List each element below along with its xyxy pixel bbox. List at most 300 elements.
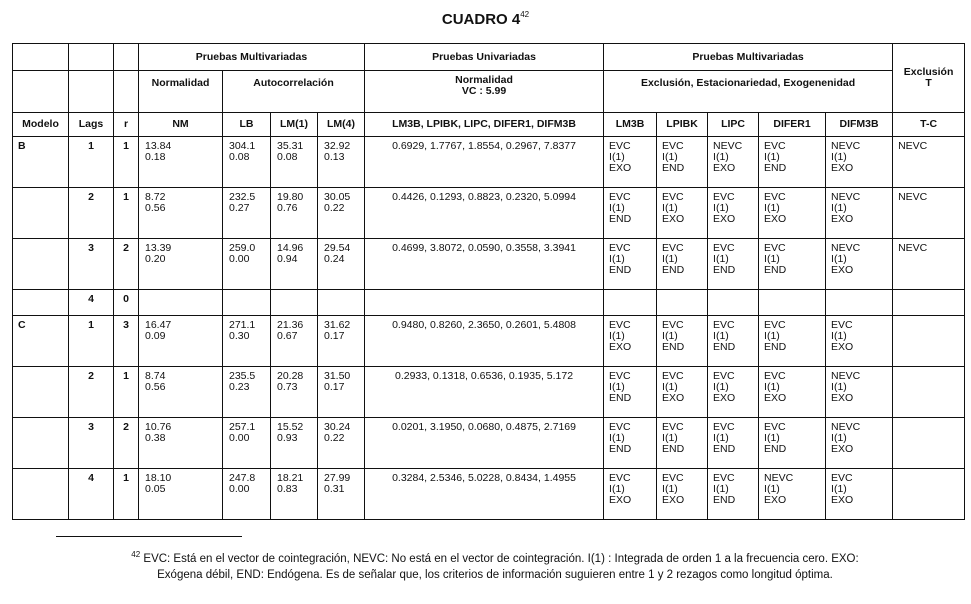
cell-difm3b-line: NEVC bbox=[831, 140, 861, 152]
cell-modelo bbox=[13, 469, 69, 520]
cell-lb-line: 0.00 bbox=[229, 253, 250, 265]
header-uni-normalidad bbox=[365, 71, 604, 113]
cell-lb bbox=[223, 290, 271, 316]
cell-lm1-line: 0.83 bbox=[277, 483, 298, 495]
cell-modelo: B bbox=[13, 137, 69, 188]
cell-lm1-line: 0.67 bbox=[277, 330, 298, 342]
cell-difm3b bbox=[826, 418, 893, 469]
cell-lipc-line: EVC bbox=[713, 421, 735, 433]
cell-difer1 bbox=[759, 469, 826, 520]
cell-lipc-line: EVC bbox=[713, 191, 735, 203]
cell-lm1 bbox=[271, 188, 318, 239]
cell-lb bbox=[223, 418, 271, 469]
cell-lm3b-line: I(1) bbox=[609, 253, 625, 265]
cell-lm3b-line: I(1) bbox=[609, 483, 625, 495]
cell-r: 1 bbox=[114, 469, 139, 520]
header-row-3 bbox=[13, 113, 965, 137]
cell-difer1-line: EXO bbox=[764, 392, 787, 404]
cell-r: 3 bbox=[114, 316, 139, 367]
cell-lpibk bbox=[657, 418, 708, 469]
cell-lpibk-line: EVC bbox=[662, 319, 684, 331]
cell-lpibk-line: END bbox=[662, 443, 685, 455]
cell-lpibk bbox=[657, 469, 708, 520]
cell-lipc-line: NEVC bbox=[713, 140, 743, 152]
cell-lm4 bbox=[318, 469, 365, 520]
cell-difm3b-line: NEVC bbox=[831, 370, 861, 382]
cell-lpibk-line: I(1) bbox=[662, 483, 678, 495]
cell-tc: NEVC bbox=[893, 137, 965, 188]
cell-lm4-line: 30.24 bbox=[324, 421, 351, 433]
cell-lpibk-line: I(1) bbox=[662, 202, 678, 214]
cell-difm3b bbox=[826, 316, 893, 367]
cell-difer1-line: END bbox=[764, 162, 787, 174]
cell-lipc-line: EXO bbox=[713, 392, 736, 404]
cell-difer1-line: I(1) bbox=[764, 253, 780, 265]
cell-r: 1 bbox=[114, 367, 139, 418]
header-exclusion-line1: Exclusión bbox=[903, 66, 954, 78]
cell-lpibk-line: I(1) bbox=[662, 151, 678, 163]
cell-lipc-line: I(1) bbox=[713, 202, 729, 214]
col-lags: Lags bbox=[69, 113, 114, 137]
header-univariate: Pruebas Univariadas bbox=[365, 44, 604, 71]
cell-lm4-line: 0.17 bbox=[324, 381, 345, 393]
cell-difer1-line: I(1) bbox=[764, 330, 780, 342]
cell-univariate: 0.0201, 3.1950, 0.0680, 0.4875, 2.7169 bbox=[365, 418, 604, 469]
cell-r: 0 bbox=[114, 290, 139, 316]
cell-lpibk-line: EXO bbox=[662, 213, 685, 225]
cell-difer1 bbox=[759, 290, 826, 316]
cell-lb bbox=[223, 316, 271, 367]
cell-lipc-line: I(1) bbox=[713, 432, 729, 444]
header-autocorrelacion: Autocorrelación bbox=[223, 71, 365, 113]
cell-lm1 bbox=[271, 469, 318, 520]
cell-univariate: 0.4426, 0.1293, 0.8823, 0.2320, 5.0994 bbox=[365, 188, 604, 239]
cell-lb bbox=[223, 469, 271, 520]
header-uni-normalidad-line1: Normalidad bbox=[455, 74, 513, 86]
cell-lm3b bbox=[604, 188, 657, 239]
cell-difm3b-line: EXO bbox=[831, 213, 854, 225]
cell-tc: NEVC bbox=[893, 188, 965, 239]
cell-lm1-line: 14.96 bbox=[277, 242, 304, 254]
cell-difm3b-line: NEVC bbox=[831, 191, 861, 203]
cell-lipc-line: END bbox=[713, 341, 736, 353]
header-uni-normalidad-line2: VC : 5.99 bbox=[461, 85, 507, 97]
cell-lipc-line: EVC bbox=[713, 242, 735, 254]
cell-lipc-line: EVC bbox=[713, 472, 735, 484]
cell-lm1-line: 15.52 bbox=[277, 421, 304, 433]
cell-lm4-line: 31.50 bbox=[324, 370, 351, 382]
cell-nm bbox=[139, 418, 223, 469]
cell-tc bbox=[893, 316, 965, 367]
cell-lipc-line: I(1) bbox=[713, 151, 729, 163]
cell-nm-line: 0.05 bbox=[145, 483, 166, 495]
cell-difer1-line: I(1) bbox=[764, 483, 780, 495]
cell-lm4-line: 0.13 bbox=[324, 151, 345, 163]
cell-lipc bbox=[708, 290, 759, 316]
cell-difm3b-line: I(1) bbox=[831, 330, 847, 342]
cell-lm4-line: 0.24 bbox=[324, 253, 345, 265]
cell-lipc bbox=[708, 418, 759, 469]
cell-lm3b-line: END bbox=[609, 264, 632, 276]
cell-lm1-line: 0.08 bbox=[277, 151, 298, 163]
cell-difm3b-line: I(1) bbox=[831, 253, 847, 265]
cell-lm4 bbox=[318, 239, 365, 290]
cell-lb-line: 0.00 bbox=[229, 483, 250, 495]
cell-lipc bbox=[708, 188, 759, 239]
cell-nm-line: 0.38 bbox=[145, 432, 166, 444]
cell-lm4-line: 29.54 bbox=[324, 242, 351, 254]
cell-nm-line: 8.74 bbox=[145, 370, 166, 382]
cell-lpibk-line: I(1) bbox=[662, 330, 678, 342]
col-lpibk: LPIBK bbox=[657, 113, 708, 137]
table-title bbox=[0, 11, 971, 28]
cell-difm3b bbox=[826, 469, 893, 520]
cell-difer1-line: END bbox=[764, 341, 787, 353]
cell-lm3b-line: I(1) bbox=[609, 381, 625, 393]
cell-lm1-line: 21.36 bbox=[277, 319, 304, 331]
header-normalidad: Normalidad bbox=[139, 71, 223, 113]
cell-lm1-line: 0.76 bbox=[277, 202, 298, 214]
cell-lm4 bbox=[318, 188, 365, 239]
cell-difm3b-line: I(1) bbox=[831, 151, 847, 163]
cell-lm3b-line: EVC bbox=[609, 191, 631, 203]
cell-lm4-line: 30.05 bbox=[324, 191, 351, 203]
cell-nm-line: 0.18 bbox=[145, 151, 166, 163]
cell-difm3b-line: EVC bbox=[831, 472, 853, 484]
cell-lm3b-line: EVC bbox=[609, 370, 631, 382]
cell-difer1-line: END bbox=[764, 443, 787, 455]
footnote-text-1: EVC: Está en el vector de cointegración, NEVC: No está en el vector de cointegración. I(1) : Integrada de orden 1 a la frecuencia cero. EXO: bbox=[140, 552, 859, 565]
cell-lipc-line: EXO bbox=[713, 213, 736, 225]
cell-lags: 2 bbox=[69, 188, 114, 239]
cell-lm3b-line: I(1) bbox=[609, 432, 625, 444]
cell-lags: 1 bbox=[69, 316, 114, 367]
cell-lpibk-line: I(1) bbox=[662, 381, 678, 393]
cell-nm bbox=[139, 188, 223, 239]
cell-lipc bbox=[708, 316, 759, 367]
cell-difer1-line: EVC bbox=[764, 191, 786, 203]
cell-difm3b-line: EXO bbox=[831, 341, 854, 353]
cell-lpibk-line: EXO bbox=[662, 494, 685, 506]
cell-difm3b bbox=[826, 290, 893, 316]
header-blank bbox=[114, 71, 139, 113]
results-table bbox=[12, 43, 965, 520]
cell-tc bbox=[893, 367, 965, 418]
cell-lipc bbox=[708, 367, 759, 418]
cell-lm4 bbox=[318, 290, 365, 316]
cell-lags: 3 bbox=[69, 418, 114, 469]
cell-lpibk bbox=[657, 290, 708, 316]
cell-lm1 bbox=[271, 290, 318, 316]
cell-lm4-line: 0.22 bbox=[324, 432, 345, 444]
cell-lm3b-line: EXO bbox=[609, 494, 632, 506]
cell-lm3b-line: I(1) bbox=[609, 330, 625, 342]
cell-lipc-line: I(1) bbox=[713, 483, 729, 495]
cell-lb-line: 232.5 bbox=[229, 191, 256, 203]
cell-lpibk-line: EXO bbox=[662, 392, 685, 404]
cell-lpibk-line: END bbox=[662, 264, 685, 276]
cell-lpibk bbox=[657, 188, 708, 239]
cell-lipc-line: I(1) bbox=[713, 253, 729, 265]
cell-difer1-line: END bbox=[764, 264, 787, 276]
cell-modelo: C bbox=[13, 316, 69, 367]
cell-difer1 bbox=[759, 239, 826, 290]
cell-modelo bbox=[13, 367, 69, 418]
cell-tc bbox=[893, 469, 965, 520]
cell-lm4 bbox=[318, 137, 365, 188]
cell-difm3b-line: EXO bbox=[831, 494, 854, 506]
cell-r: 1 bbox=[114, 188, 139, 239]
header-blank bbox=[114, 44, 139, 71]
cell-difer1-line: EXO bbox=[764, 494, 787, 506]
cell-nm-line: 10.76 bbox=[145, 421, 172, 433]
cell-lipc-line: EXO bbox=[713, 162, 736, 174]
cell-nm-line: 0.20 bbox=[145, 253, 166, 265]
header-exclusion-t bbox=[893, 44, 965, 113]
cell-nm bbox=[139, 316, 223, 367]
cell-lm3b bbox=[604, 137, 657, 188]
footnote bbox=[30, 547, 960, 583]
cell-lm1 bbox=[271, 137, 318, 188]
cell-difm3b-line: EXO bbox=[831, 264, 854, 276]
cell-lipc-line: I(1) bbox=[713, 381, 729, 393]
cell-lm1-line: 0.94 bbox=[277, 253, 298, 265]
col-difer1: DIFER1 bbox=[759, 113, 826, 137]
cell-lipc-line: EVC bbox=[713, 319, 735, 331]
header-blank bbox=[13, 71, 69, 113]
cell-nm-line: 16.47 bbox=[145, 319, 172, 331]
cell-r: 2 bbox=[114, 418, 139, 469]
table-row bbox=[13, 239, 965, 290]
col-lb: LB bbox=[223, 113, 271, 137]
cell-lm3b-line: EVC bbox=[609, 140, 631, 152]
cell-lm4-line: 31.62 bbox=[324, 319, 351, 331]
cell-nm bbox=[139, 469, 223, 520]
footnote-number: 42 bbox=[131, 550, 141, 559]
cell-difer1-line: EVC bbox=[764, 421, 786, 433]
cell-lipc-line: END bbox=[713, 443, 736, 455]
cell-lb-line: 271.1 bbox=[229, 319, 256, 331]
cell-difm3b-line: I(1) bbox=[831, 483, 847, 495]
cell-lm3b bbox=[604, 316, 657, 367]
cell-lb-line: 0.27 bbox=[229, 202, 250, 214]
cell-univariate bbox=[365, 290, 604, 316]
cell-difm3b-line: I(1) bbox=[831, 432, 847, 444]
cell-lb-line: 259.0 bbox=[229, 242, 256, 254]
cell-difer1-line: I(1) bbox=[764, 202, 780, 214]
cell-lb bbox=[223, 239, 271, 290]
cell-lm3b-line: EXO bbox=[609, 162, 632, 174]
title-footnote-ref: 42 bbox=[520, 10, 530, 19]
cell-lm4-line: 32.92 bbox=[324, 140, 351, 152]
header-multivariate-2: Pruebas Multivariadas bbox=[604, 44, 893, 71]
col-uni-vars: LM3B, LPIBK, LIPC, DIFER1, DIFM3B bbox=[365, 113, 604, 137]
cell-difm3b bbox=[826, 137, 893, 188]
cell-r: 2 bbox=[114, 239, 139, 290]
cell-difm3b-line: NEVC bbox=[831, 421, 861, 433]
cell-difer1 bbox=[759, 418, 826, 469]
cell-nm bbox=[139, 137, 223, 188]
header-exclusion-line2: T bbox=[925, 77, 932, 89]
cell-lm4-line: 27.99 bbox=[324, 472, 351, 484]
cell-difer1-line: EVC bbox=[764, 319, 786, 331]
cell-difer1 bbox=[759, 316, 826, 367]
col-tc: T-C bbox=[893, 113, 965, 137]
cell-difer1-line: I(1) bbox=[764, 151, 780, 163]
cell-lm1-line: 20.28 bbox=[277, 370, 304, 382]
header-blank bbox=[13, 44, 69, 71]
cell-lb bbox=[223, 188, 271, 239]
cell-nm bbox=[139, 290, 223, 316]
cell-modelo bbox=[13, 239, 69, 290]
header-exclusion-estacionariedad: Exclusión, Estacionariedad, Exogenenidad bbox=[604, 71, 893, 113]
cell-modelo bbox=[13, 290, 69, 316]
cell-difer1-line: EVC bbox=[764, 370, 786, 382]
cell-nm-line: 0.56 bbox=[145, 202, 166, 214]
cell-lipc-line: EVC bbox=[713, 370, 735, 382]
cell-lpibk-line: EVC bbox=[662, 140, 684, 152]
col-lipc: LIPC bbox=[708, 113, 759, 137]
cell-difer1 bbox=[759, 188, 826, 239]
cell-lags: 3 bbox=[69, 239, 114, 290]
cell-nm-line: 13.84 bbox=[145, 140, 172, 152]
col-modelo: Modelo bbox=[13, 113, 69, 137]
cell-univariate: 0.2933, 0.1318, 0.6536, 0.1935, 5.172 bbox=[365, 367, 604, 418]
cell-lm4-line: 0.22 bbox=[324, 202, 345, 214]
cell-difer1-line: I(1) bbox=[764, 381, 780, 393]
cell-lm4 bbox=[318, 418, 365, 469]
cell-univariate: 0.3284, 2.5346, 5.0228, 0.8434, 1.4955 bbox=[365, 469, 604, 520]
cell-lpibk-line: EVC bbox=[662, 472, 684, 484]
cell-lm1 bbox=[271, 418, 318, 469]
cell-lpibk-line: EVC bbox=[662, 191, 684, 203]
table-row bbox=[13, 137, 965, 188]
col-lm1: LM(1) bbox=[271, 113, 318, 137]
cell-lpibk-line: END bbox=[662, 341, 685, 353]
cell-difm3b bbox=[826, 188, 893, 239]
cell-lpibk-line: EVC bbox=[662, 421, 684, 433]
cell-lm1 bbox=[271, 316, 318, 367]
cell-lm1-line: 0.93 bbox=[277, 432, 298, 444]
header-row-2 bbox=[13, 71, 965, 113]
cell-lb-line: 0.30 bbox=[229, 330, 250, 342]
cell-lm3b-line: END bbox=[609, 443, 632, 455]
cell-lpibk-line: I(1) bbox=[662, 432, 678, 444]
cell-lm3b bbox=[604, 367, 657, 418]
cell-difer1-line: EVC bbox=[764, 242, 786, 254]
cell-tc: NEVC bbox=[893, 239, 965, 290]
header-row-1 bbox=[13, 44, 965, 71]
cell-lpibk-line: EVC bbox=[662, 370, 684, 382]
table-row bbox=[13, 290, 965, 316]
table-row bbox=[13, 188, 965, 239]
cell-difm3b-line: NEVC bbox=[831, 242, 861, 254]
cell-difm3b-line: I(1) bbox=[831, 202, 847, 214]
cell-lb-line: 257.1 bbox=[229, 421, 256, 433]
cell-difm3b-line: I(1) bbox=[831, 381, 847, 393]
title-text: CUADRO 4 bbox=[441, 11, 521, 28]
cell-lipc-line: END bbox=[713, 494, 736, 506]
cell-difer1-line: EVC bbox=[764, 140, 786, 152]
cell-lm3b-line: EXO bbox=[609, 341, 632, 353]
cell-lpibk-line: END bbox=[662, 162, 685, 174]
cell-tc bbox=[893, 290, 965, 316]
cell-tc bbox=[893, 418, 965, 469]
cell-lpibk bbox=[657, 239, 708, 290]
cell-difm3b-line: EVC bbox=[831, 319, 853, 331]
cell-lm3b-line: I(1) bbox=[609, 202, 625, 214]
cell-lags: 1 bbox=[69, 137, 114, 188]
cell-difm3b-line: EXO bbox=[831, 443, 854, 455]
header-blank bbox=[69, 71, 114, 113]
cell-lm3b bbox=[604, 290, 657, 316]
col-lm3b: LM3B bbox=[604, 113, 657, 137]
cell-lb-line: 235.5 bbox=[229, 370, 256, 382]
header-multivariate: Pruebas Multivariadas bbox=[139, 44, 365, 71]
cell-lm3b-line: I(1) bbox=[609, 151, 625, 163]
cell-lm3b bbox=[604, 418, 657, 469]
cell-lb-line: 0.08 bbox=[229, 151, 250, 163]
cell-lpibk bbox=[657, 137, 708, 188]
cell-lm1 bbox=[271, 239, 318, 290]
cell-lb-line: 0.23 bbox=[229, 381, 250, 393]
cell-nm bbox=[139, 239, 223, 290]
cell-lm1-line: 0.73 bbox=[277, 381, 298, 393]
col-r: r bbox=[114, 113, 139, 137]
cell-lb-line: 247.8 bbox=[229, 472, 256, 484]
cell-lipc-line: I(1) bbox=[713, 330, 729, 342]
table-row bbox=[13, 316, 965, 367]
table-row bbox=[13, 418, 965, 469]
cell-nm-line: 0.56 bbox=[145, 381, 166, 393]
cell-nm-line: 8.72 bbox=[145, 191, 166, 203]
footnote-line-1 bbox=[30, 547, 960, 567]
cell-lm1-line: 19.80 bbox=[277, 191, 304, 203]
cell-lpibk-line: I(1) bbox=[662, 253, 678, 265]
cell-difm3b bbox=[826, 239, 893, 290]
cell-lb-line: 304.1 bbox=[229, 140, 256, 152]
cell-r: 1 bbox=[114, 137, 139, 188]
cell-lm4-line: 0.17 bbox=[324, 330, 345, 342]
cell-modelo bbox=[13, 418, 69, 469]
cell-lm4 bbox=[318, 316, 365, 367]
cell-univariate: 0.4699, 3.8072, 0.0590, 0.3558, 3.3941 bbox=[365, 239, 604, 290]
cell-lags: 4 bbox=[69, 469, 114, 520]
cell-lm4-line: 0.31 bbox=[324, 483, 345, 495]
cell-lm1-line: 35.31 bbox=[277, 140, 304, 152]
cell-lm3b-line: END bbox=[609, 213, 632, 225]
cell-lm3b-line: EVC bbox=[609, 421, 631, 433]
cell-lb-line: 0.00 bbox=[229, 432, 250, 444]
cell-lm3b bbox=[604, 239, 657, 290]
cell-lpibk bbox=[657, 316, 708, 367]
cell-nm bbox=[139, 367, 223, 418]
cell-lipc bbox=[708, 469, 759, 520]
cell-lm1 bbox=[271, 367, 318, 418]
col-difm3b: DIFM3B bbox=[826, 113, 893, 137]
cell-lipc bbox=[708, 239, 759, 290]
header-blank bbox=[69, 44, 114, 71]
cell-univariate: 0.9480, 0.8260, 2.3650, 0.2601, 5.4808 bbox=[365, 316, 604, 367]
cell-nm-line: 13.39 bbox=[145, 242, 172, 254]
cell-lm3b-line: END bbox=[609, 392, 632, 404]
cell-modelo bbox=[13, 188, 69, 239]
cell-lb bbox=[223, 367, 271, 418]
cell-lm4 bbox=[318, 367, 365, 418]
footnote-divider bbox=[56, 536, 242, 537]
cell-lags: 2 bbox=[69, 367, 114, 418]
cell-difer1 bbox=[759, 367, 826, 418]
